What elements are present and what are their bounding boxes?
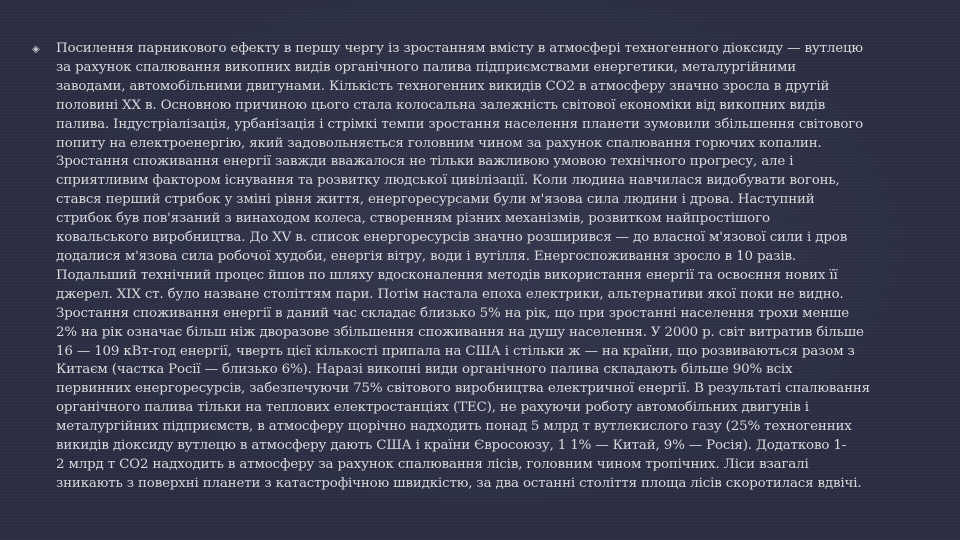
text-line: зникають з поверхні планети з катастрофічною швидкістю, за два останні століття площа лісів скоротилася вдвічі. [56,475,862,491]
text-line: викидів діоксиду вутлецю в атмосферу дають США і країни Євросоюзу, 1 1% — Китай, 9% — Росія). Додатково 1- [56,438,847,454]
paragraph-text [56,40,932,494]
text-line: ковальського виробництва. До XV в. список енергоресурсів значно розширився — до власної м'язової сили і дров [56,230,848,246]
text-line: Зростання споживання енергії в даний час складає близько 5% на рік, що при зростанні населення трохи менше [56,305,850,321]
text-line: органічного палива тільки на теплових електростанціях (ТЕС), не рахуючи роботу автомобільних двигунів і [56,400,809,416]
text-line: попиту на електроенергію, який задовольняється головним чином за рахунок спалювання горючих копалин. [56,135,822,151]
text-line: Китаєм (частка Росії — близько 6%). Наразі викопні види органічного палива складають більше 90% всіх [56,362,793,378]
text-line: джерел. XIX ст. було назване століттям пари. Потім настала епоха електрики, альтернативи якої поки не видно. [56,286,844,302]
bullet-icon: ◈ [32,44,40,55]
text-line: за рахунок спалювання викопних видів органічного палива підприємствами енергетики, металургійними [56,59,796,75]
bullet-paragraph [32,40,932,494]
text-line: 2 млрд т СО2 надходить в атмосферу за рахунок спалювання лісів, головним чином тропічних. Ліси взагалі [56,456,809,472]
text-line: додалися м'язова сила робочої худоби, енергія вітру, води і вугілля. Енергоспоживання зросло в 10 разів. [56,248,797,264]
text-line: первинних енергоресурсів, забезпечуючи 75% світового виробництва електричної енергії. В результаті спалювання [56,381,870,397]
text-line: металургійних підприємств, в атмосферу щорічно надходить понад 5 млрд т вутлекислого газу (25% техногенних [56,419,852,435]
text-line: сприятливим фактором існування та розвитку людської цивілізації. Коли людина навчилася видобувати вогонь, [56,173,840,189]
text-line: 2% на рік означає більш ніж дворазове збільшення споживання на душу населення. У 2000 р. світ витратив більше [56,324,864,340]
text-line: Посилення парникового ефекту в першу чергу із зростанням вмісту в атмосфері техногенного діоксиду — вутлецю [56,41,863,56]
text-line: 16 — 109 кВт-год енергії, чверть цієї кількості припала на США і стільки ж — на країни, що розвиваються разом з [56,343,855,359]
text-line: Зростання споживання енергії завжди вважалося не тільки важливою умовою технічного прогресу, але і [56,154,794,170]
text-line: палива. Індустріалізація, урбанізація і стрімкі темпи зростання населення планети зумовили збільшення світового [56,116,864,132]
text-line: заводами, автомобільними двигунами. Кількість техногенних викидів СО2 в атмосферу значно зросла в другій [56,78,830,94]
text-line: Подальший технічний процес йшов по шляху вдосконалення методів використання енергії та освоєння нових її [56,267,838,283]
text-line: стрибок був пов'язаний з винаходом колеса, створенням різних механізмів, розвитком найпростішого [56,211,770,227]
text-line: стався перший стрибок у зміні рівня життя, енергоресурсами були м'язова сила людини і дрова. Наступний [56,192,815,208]
text-line: половині XX в. Основною причиною цього стала колосальна залежність світової економіки від викопних видів [56,97,826,113]
